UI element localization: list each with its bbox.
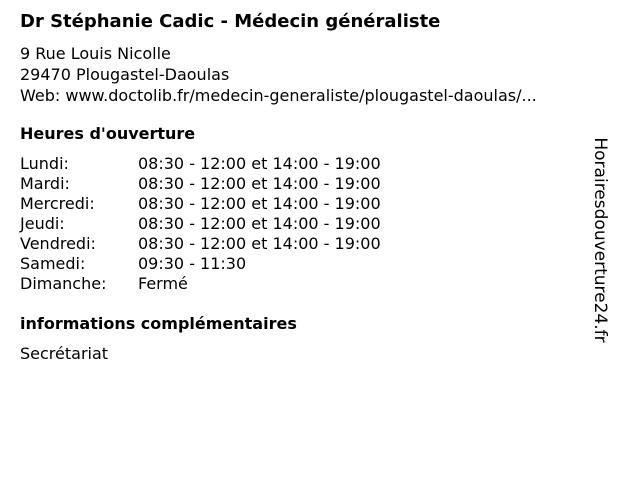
time-value: 08:30 - 12:00 et 14:00 - 19:00 [138,214,381,233]
hours-row-wednesday [20,194,381,214]
watermark-text: Horairesdouverture24.fr [590,137,610,343]
time-value: 09:30 - 11:30 [138,254,247,273]
time-value: 08:30 - 12:00 et 14:00 - 19:00 [138,234,381,253]
time-value: 08:30 - 12:00 et 14:00 - 19:00 [138,174,381,193]
hours-row-sunday [20,274,381,294]
hours-row-tuesday [20,174,381,194]
page-title: Dr Stéphanie Cadic - Médecin généraliste [20,11,441,32]
address-city: 29470 Plougastel-Daoulas [20,65,230,84]
hours-row-thursday [20,214,381,234]
day-label: Dimanche: [20,274,107,293]
time-value: 08:30 - 12:00 et 14:00 - 19:00 [138,154,381,173]
hours-row-monday [20,154,381,174]
hours-row-friday [20,234,381,254]
day-label: Vendredi: [20,234,96,253]
address-web: Web: www.doctolib.fr/medecin-generaliste/plougastel-daoulas/... [20,86,537,105]
day-label: Jeudi: [20,214,65,233]
address-block [20,43,537,106]
opening-hours-table [20,154,381,294]
additional-info-heading: informations complémentaires [20,314,297,333]
day-label: Lundi: [20,154,69,173]
time-value: 08:30 - 12:00 et 14:00 - 19:00 [138,194,381,213]
hours-row-saturday [20,254,381,274]
additional-info-text: Secrétariat [20,344,109,363]
day-label: Mardi: [20,174,70,193]
day-label: Samedi: [20,254,86,273]
time-value: Fermé [138,274,188,293]
opening-hours-heading: Heures d'ouverture [20,124,196,143]
address-street: 9 Rue Louis Nicolle [20,44,171,63]
day-label: Mercredi: [20,194,95,213]
